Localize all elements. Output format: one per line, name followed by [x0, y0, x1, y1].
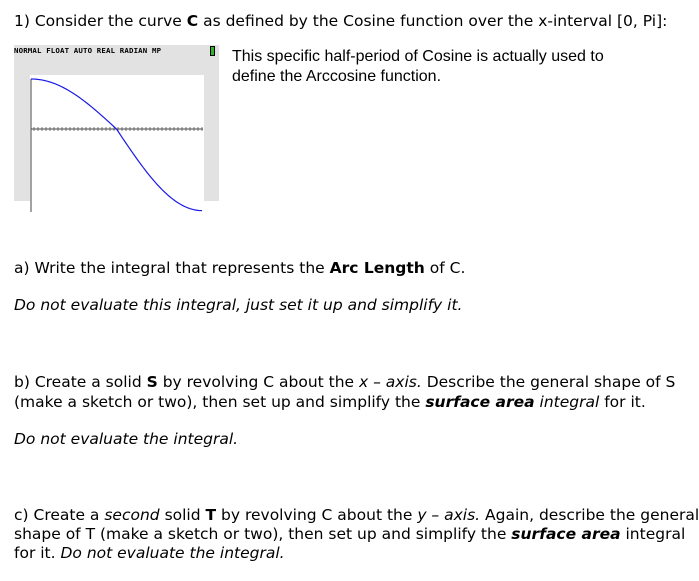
part-c-instruction: Do not evaluate the integral. [60, 544, 285, 562]
part-a-instruction: Do not evaluate this integral, just set it up and simplify it. [14, 296, 463, 314]
arc-length-term: Arc Length [329, 259, 425, 277]
solid-s: S [146, 373, 158, 391]
part-b-line-1: b) Create a solid S by revolving C about the x – axis. Describe the general shape of S [14, 373, 676, 391]
battery-icon [210, 46, 215, 56]
surface-area-term: surface area [511, 525, 621, 543]
cosine-graph [30, 75, 204, 215]
surface-area-term: surface area [425, 393, 535, 411]
graph-background [30, 75, 204, 215]
calculator-status-bar: NORMAL FLOAT AUTO REAL RADIAN MP [14, 46, 162, 55]
second-term: second [104, 506, 160, 524]
part-a-question: a) Write the integral that represents the Arc Length of C. [14, 259, 466, 277]
part-c-line-2: shape of T (make a sketch or two), then set up and simplify the surface area integral [14, 525, 686, 543]
part-b-line-2: (make a sketch or two), then set up and simplify the surface area integral for it. [14, 393, 646, 411]
part-c-line-1: c) Create a second solid T by revolving C about the y – axis. Again, describe the general [14, 506, 699, 524]
y-axis-term: y – axis. [417, 506, 481, 524]
x-axis-term: x – axis. [359, 373, 422, 391]
part-b-instruction: Do not evaluate the integral. [14, 430, 239, 448]
solid-t: T [205, 506, 217, 524]
calculator-screenshot [14, 45, 219, 201]
curve-name: C [186, 12, 199, 30]
part-c-line-3: for it. Do not evaluate the integral. [14, 544, 285, 562]
question-intro: 1) Consider the curve C as defined by the Cosine function over the x-interval [0, Pi]: [14, 12, 668, 30]
side-note: This specific half-period of Cosine is actually used to define the Arccosine function. [232, 48, 604, 85]
